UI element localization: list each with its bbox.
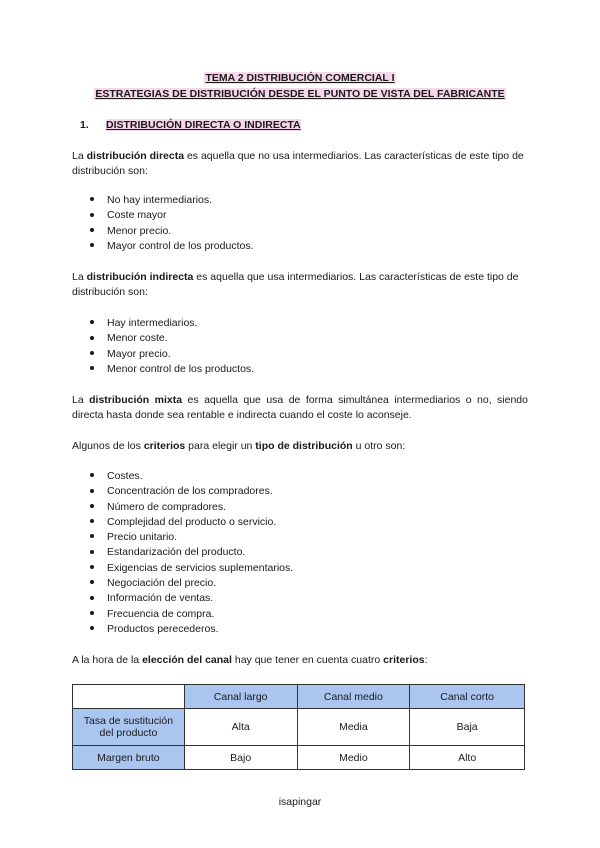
list-item: Complejidad del producto o servicio. bbox=[90, 515, 293, 530]
table-row-label: Tasa de sustitución del producto bbox=[73, 709, 185, 746]
table-header-row bbox=[73, 685, 525, 709]
list-item: Número de compradores. bbox=[90, 500, 293, 515]
section-title: DISTRIBUCIÓN DIRECTA O INDIRECTA bbox=[106, 119, 301, 131]
channel-comparison-table bbox=[72, 684, 525, 770]
list-item: Precio unitario. bbox=[90, 530, 293, 545]
paragraph-directa: La distribución directa es aquella que no usa intermediarios. Las características de este tipo de distribución son: bbox=[72, 150, 524, 177]
list-item: Menor precio. bbox=[90, 224, 254, 239]
list-item: No hay intermediarios. bbox=[90, 193, 254, 208]
table-header-cell: Canal corto bbox=[410, 685, 525, 709]
table-cell: Alto bbox=[410, 746, 525, 770]
table-cell: Baja bbox=[410, 709, 525, 746]
table-header-cell: Canal medio bbox=[297, 685, 410, 709]
section-heading bbox=[80, 119, 301, 131]
footer-author: isapingar bbox=[278, 796, 322, 808]
list-criterios bbox=[90, 469, 293, 637]
table-header-cell: Canal largo bbox=[184, 685, 297, 709]
table-cell: Bajo bbox=[184, 746, 297, 770]
paragraph-criterios: Algunos de los criterios para elegir un tipo de distribución u otro son: bbox=[72, 440, 406, 452]
term-mixta: distribución mixta bbox=[89, 394, 183, 406]
list-item: Coste mayor bbox=[90, 208, 254, 223]
list-item: Exigencias de servicios suplementarios. bbox=[90, 561, 293, 576]
list-item: Menor coste. bbox=[90, 331, 254, 346]
paragraph-canal: A la hora de la elección del canal hay que tener en cuenta cuatro criterios: bbox=[72, 654, 428, 666]
list-directa bbox=[90, 193, 254, 254]
list-item: Información de ventas. bbox=[90, 591, 293, 606]
paragraph-indirecta: La distribución indirecta es aquella que usa intermediarios. Las características de este tipo de distribución son: bbox=[72, 271, 519, 298]
term-indirecta: distribución indirecta bbox=[86, 271, 194, 283]
table-corner-cell bbox=[73, 685, 185, 709]
list-item: Estandarización del producto. bbox=[90, 545, 293, 560]
table-cell: Media bbox=[297, 709, 410, 746]
list-item: Frecuencia de compra. bbox=[90, 607, 293, 622]
document-title-line2: ESTRATEGIAS DE DISTRIBUCIÓN DESDE EL PUNTO DE VISTA DEL FABRICANTE bbox=[95, 88, 505, 100]
section-number: 1. bbox=[80, 119, 89, 131]
table-row-label: Margen bruto bbox=[73, 746, 185, 770]
list-item: Mayor control de los productos. bbox=[90, 239, 254, 254]
list-indirecta bbox=[90, 316, 254, 377]
term-directa: distribución directa bbox=[86, 150, 185, 162]
list-item: Menor control de los productos. bbox=[90, 362, 254, 377]
paragraph-mixta: La distribución mixta es aquella que usa de forma simultánea intermediarios o no, siendo directa hasta donde sea rentable e indirecta cuando el coste lo aconseje. bbox=[72, 394, 528, 421]
list-item: Mayor precio. bbox=[90, 347, 254, 362]
list-item: Productos perecederos. bbox=[90, 622, 293, 637]
table-row bbox=[73, 709, 525, 746]
list-item: Hay intermediarios. bbox=[90, 316, 254, 331]
list-item: Concentración de los compradores. bbox=[90, 484, 293, 499]
list-item: Negociación del precio. bbox=[90, 576, 293, 591]
list-item: Costes. bbox=[90, 469, 293, 484]
document-title-line1: TEMA 2 DISTRIBUCIÓN COMERCIAL I bbox=[205, 72, 395, 84]
table-cell: Medio bbox=[297, 746, 410, 770]
table-cell: Alta bbox=[184, 709, 297, 746]
table-row bbox=[73, 746, 525, 770]
